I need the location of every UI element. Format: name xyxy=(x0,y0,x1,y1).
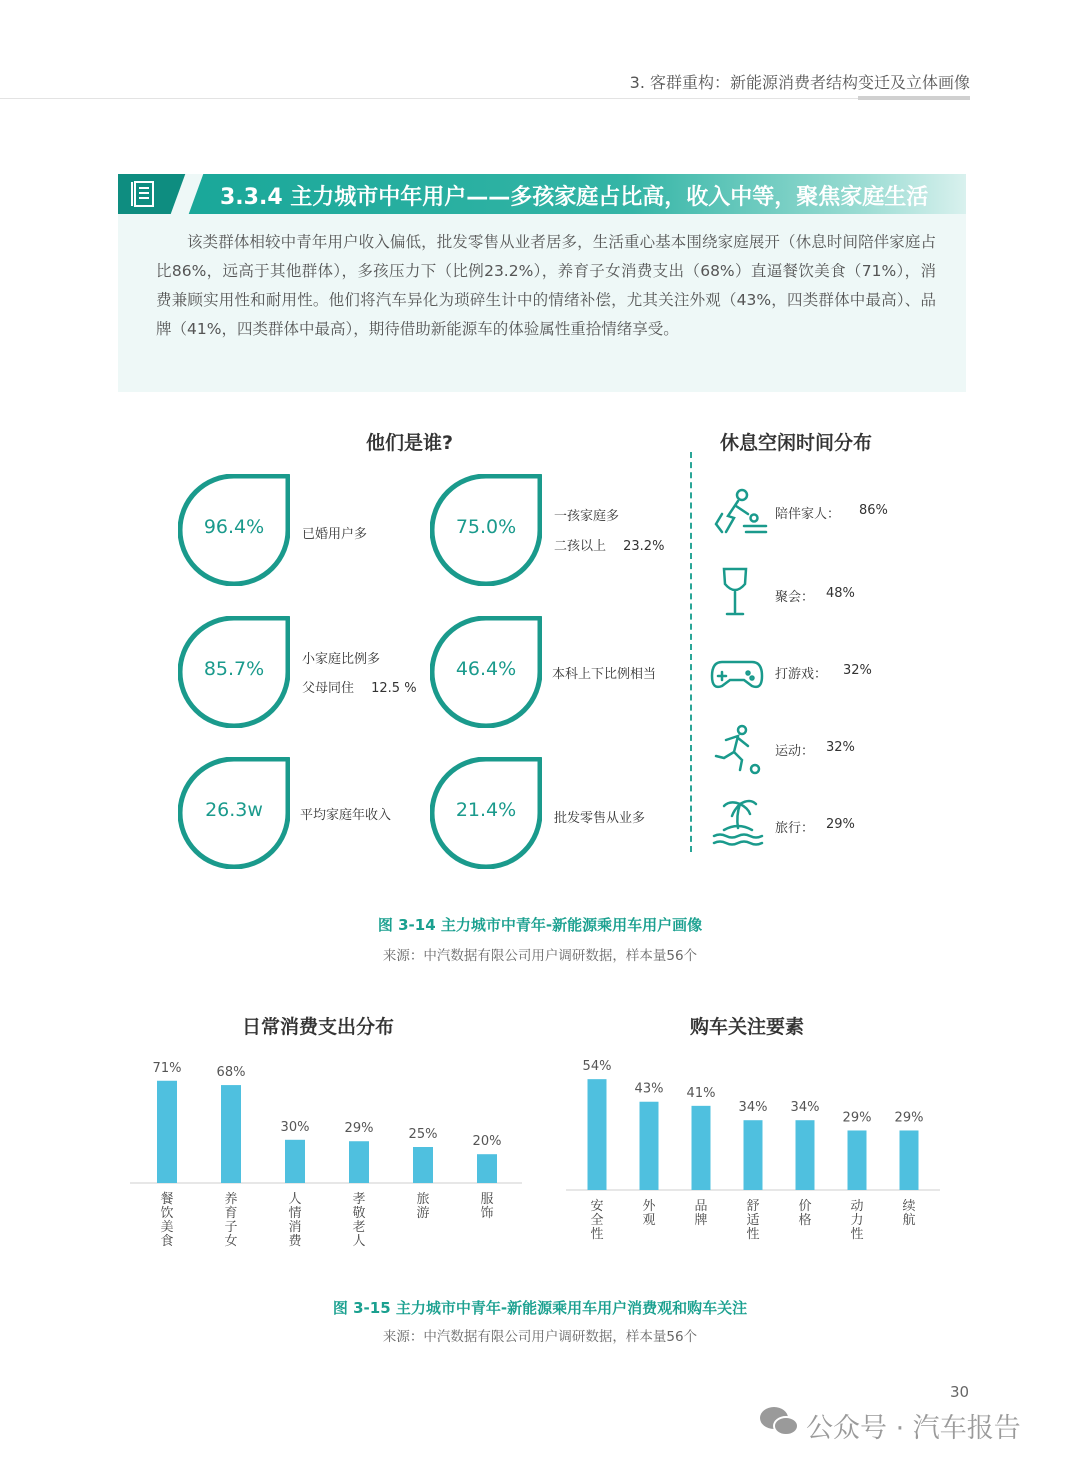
running-header: 3. 客群重构：新能源消费者结构变迁及立体画像 xyxy=(629,73,970,92)
category-label: 舒适性 xyxy=(746,1199,760,1242)
wechat-icon xyxy=(758,1404,800,1438)
leisure-label: 陪伴家人： xyxy=(775,507,841,522)
data-label: 71% xyxy=(152,1060,182,1076)
bar xyxy=(692,1106,711,1190)
panel-divider xyxy=(690,452,692,852)
category-label: 养育子女 xyxy=(224,1192,238,1249)
palm-island-icon xyxy=(710,794,766,848)
bar xyxy=(848,1130,867,1190)
leisure-title: 休息空闲时间分布 xyxy=(720,432,873,454)
data-label: 34% xyxy=(790,1100,820,1116)
stat-value: 21.4% xyxy=(455,799,517,821)
stat-value: 75.0% xyxy=(455,516,517,538)
category-label: 人情消费 xyxy=(288,1192,302,1249)
leisure-value: 48% xyxy=(826,586,855,601)
data-label: 41% xyxy=(686,1085,716,1101)
category-label: 外观 xyxy=(642,1199,656,1228)
bar xyxy=(588,1079,607,1190)
data-label: 43% xyxy=(634,1081,664,1097)
category-label: 孝敬老人 xyxy=(352,1192,366,1249)
data-label: 54% xyxy=(582,1059,612,1075)
category-label: 旅游 xyxy=(416,1192,430,1221)
purchase-factors-bar-chart xyxy=(566,1040,946,1260)
data-label: 25% xyxy=(408,1127,438,1142)
category-label: 安全性 xyxy=(590,1199,604,1242)
category-label: 续航 xyxy=(902,1199,916,1228)
stat-value: 46.4% xyxy=(455,658,517,680)
bar xyxy=(640,1102,659,1190)
data-label: 29% xyxy=(894,1110,924,1126)
leisure-value: 32% xyxy=(826,740,855,755)
leisure-value: 86% xyxy=(859,503,888,518)
bar xyxy=(285,1140,305,1183)
figure-source: 来源：中汽数据有限公司用户调研数据，样本量56个 xyxy=(382,1329,698,1345)
header-rule xyxy=(0,98,858,99)
stat-drop-income xyxy=(178,757,290,873)
data-label: 20% xyxy=(472,1134,502,1150)
figure-source: 来源：中汽数据有限公司用户调研数据，样本量56个 xyxy=(382,948,698,964)
data-label: 29% xyxy=(344,1121,374,1137)
stat-label: 已婚用户多 xyxy=(302,527,368,542)
who-title: 他们是谁? xyxy=(366,432,454,454)
stat-drop-married xyxy=(178,474,290,590)
section-body xyxy=(156,228,936,344)
section-title: 3.3.4 主力城市中年用户——多孩家庭占比高，收入中等，聚焦家庭生活 xyxy=(220,185,929,210)
data-label: 34% xyxy=(738,1100,768,1116)
bar xyxy=(900,1130,919,1190)
leisure-label: 打游戏： xyxy=(775,667,828,682)
data-label: 68% xyxy=(216,1065,246,1081)
stat-drop-occupation xyxy=(430,757,542,873)
bar xyxy=(221,1085,241,1183)
stat-label-sub: 二孩以上 23.2% xyxy=(554,539,665,554)
figure-caption: 图 3-14 主力城市中青年-新能源乘用车用户画像 xyxy=(377,916,703,934)
stat-drop-education xyxy=(430,616,542,732)
stat-label-sub: 父母同住 12.5 % xyxy=(302,681,417,696)
page-number: 30 xyxy=(950,1383,970,1401)
figure-caption: 图 3-15 主力城市中青年-新能源乘用车用户消费观和购车关注 xyxy=(332,1299,748,1317)
category-label: 品牌 xyxy=(694,1199,708,1228)
bar xyxy=(157,1081,177,1183)
leisure-value: 29% xyxy=(826,817,855,832)
watermark: 公众号 · 汽车报告 xyxy=(806,1413,1021,1444)
bar xyxy=(744,1120,763,1190)
bar xyxy=(349,1141,369,1183)
data-label: 30% xyxy=(280,1119,310,1135)
header-rule-accent xyxy=(858,96,970,100)
stat-drop-children xyxy=(430,474,542,590)
family-icon xyxy=(712,488,770,538)
stat-value: 96.4% xyxy=(203,516,265,538)
stat-value: 26.3w xyxy=(205,799,263,821)
leisure-label: 聚会： xyxy=(775,590,815,605)
stat-drop-small-family xyxy=(178,616,290,732)
running-icon xyxy=(710,724,762,776)
leisure-value: 32% xyxy=(843,663,872,678)
category-label: 价格 xyxy=(798,1199,812,1228)
stat-label: 本科上下比例相当 xyxy=(552,667,657,682)
category-label: 服饰 xyxy=(480,1192,494,1221)
bar xyxy=(477,1154,497,1183)
bar xyxy=(413,1147,433,1183)
stat-label: 小家庭比例多 xyxy=(302,652,381,667)
section-paragraph: 该类群体相较中青年用户收入偏低，批发零售从业者居多，生活重心基本围绕家庭展开（休息时间陪伴家庭占比86%，远高于其他群体），多孩压力下（比例23.2%），养育子女消费支出（68%）直逼餐饮美食（71%），消费兼顾实用性和耐用性。他们将汽车异化为琐碎生计中的情绪补偿，尤其关注外观（43%，四类群体中最高）、品牌（41%，四类群体中最高），期待借助新能源车的体验属性重拾情绪享受。 xyxy=(156,233,936,338)
category-label: 餐饮美食 xyxy=(160,1192,174,1249)
bar xyxy=(796,1120,815,1190)
gamepad-icon xyxy=(710,656,764,694)
data-label: 29% xyxy=(842,1110,872,1126)
stat-label: 一孩家庭多 xyxy=(554,509,620,524)
wine-glass-icon xyxy=(720,566,750,618)
leisure-label: 运动： xyxy=(775,744,815,759)
stat-value: 85.7% xyxy=(203,658,265,680)
leisure-label: 旅行： xyxy=(775,821,815,836)
category-label: 动力性 xyxy=(850,1199,864,1242)
chart-title-purchase-factors: 购车关注要素 xyxy=(690,1016,805,1038)
stat-label: 平均家庭年收入 xyxy=(300,808,392,823)
spending-bar-chart xyxy=(130,1040,530,1260)
stat-label: 批发零售从业多 xyxy=(554,811,646,826)
chart-title-spending: 日常消费支出分布 xyxy=(242,1016,395,1038)
